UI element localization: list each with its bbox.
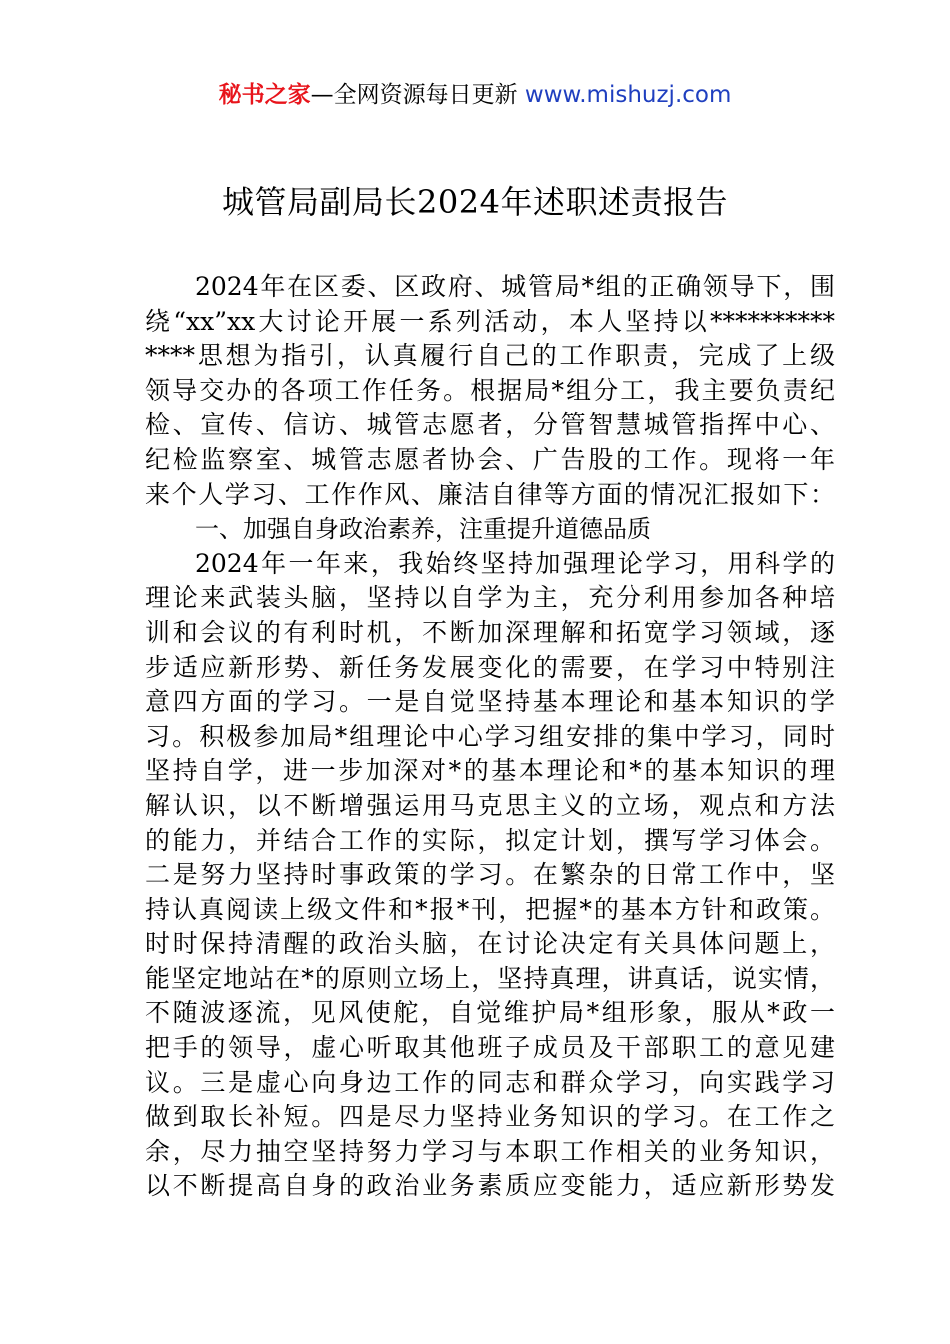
body-line: 把手的领导，虚心听取其他班子成员及干部职工的意见建 bbox=[145, 1033, 835, 1063]
body-line: 来个人学习、工作作风、廉洁自律等方面的情况汇报如下： bbox=[145, 479, 835, 509]
body-line: 做到取长补短。四是尽力坚持业务知识的学习。在工作之 bbox=[145, 1102, 835, 1132]
document-body bbox=[145, 270, 835, 1204]
body-line: 时时保持清醒的政治头脑，在讨论决定有关具体问题上， bbox=[145, 929, 835, 959]
body-line: 能坚定地站在*的原则立场上，坚持真理，讲真话，说实情， bbox=[145, 963, 835, 993]
site-header bbox=[0, 78, 950, 112]
brand-name: 秘书之家 bbox=[218, 82, 311, 108]
section-heading: 一、加强自身政治素养，注重提升道德品质 bbox=[195, 515, 651, 544]
body-line: 二是努力坚持时事政策的学习。在繁杂的日常工作中，坚 bbox=[145, 860, 835, 890]
body-line: 2024年在区委、区政府、城管局*组的正确领导下，围 bbox=[195, 272, 835, 301]
document-title: 城管局副局长2024年述职述责报告 bbox=[222, 183, 728, 221]
body-line: 不随波逐流，见风使舵，自觉维护局*组形象，服从*政一 bbox=[145, 998, 835, 1028]
body-line: 持认真阅读上级文件和*报*刊，把握*的基本方针和政策。 bbox=[145, 894, 835, 924]
body-line: 领导交办的各项工作任务。根据局*组分工，我主要负责纪 bbox=[145, 375, 835, 405]
body-line: 训和会议的有利时机，不断加深理解和拓宽学习领域，逐 bbox=[145, 617, 835, 647]
body-line: 意四方面的学习。一是自觉坚持基本理论和基本知识的学 bbox=[145, 687, 835, 717]
body-line: 解认识，以不断增强运用马克思主义的立场，观点和方法 bbox=[145, 790, 835, 820]
body-line: 步适应新形势、新任务发展变化的需要，在学习中特别注 bbox=[145, 652, 835, 682]
body-line: 检、宣传、信访、城管志愿者，分管智慧城管指挥中心、 bbox=[145, 410, 835, 440]
body-line: 纪检监察室、城管志愿者协会、广告股的工作。现将一年 bbox=[145, 444, 835, 474]
body-line: 以不断提高自身的政治业务素质应变能力，适应新形势发 bbox=[145, 1171, 835, 1201]
body-line: 2024年一年来，我始终坚持加强理论学习，用科学的 bbox=[195, 548, 835, 578]
body-line: 习。积极参加局*组理论中心学习组安排的集中学习，同时 bbox=[145, 721, 835, 751]
body-line: 绕“xx”xx大讨论开展一系列活动，本人坚持以********** bbox=[145, 306, 835, 336]
body-line: 理论来武装头脑，坚持以自学为主，充分利用参加各种培 bbox=[145, 583, 835, 613]
header-tagline: —全网资源每日更新 bbox=[310, 82, 525, 108]
body-line: 的能力，并结合工作的实际，拟定计划，撰写学习体会。 bbox=[145, 825, 835, 855]
body-line: 余，尽力抽空坚持努力学习与本职工作相关的业务知识， bbox=[145, 1136, 835, 1166]
body-line: ****思想为指引，认真履行自己的工作职责，完成了上级 bbox=[145, 341, 835, 371]
body-line: 坚持自学，进一步加深对*的基本理论和*的基本知识的理 bbox=[145, 756, 835, 786]
body-line: 议。三是虚心向身边工作的同志和群众学习，向实践学习 bbox=[145, 1067, 835, 1097]
header-url-link[interactable]: www.mishuzj.com bbox=[524, 82, 732, 108]
